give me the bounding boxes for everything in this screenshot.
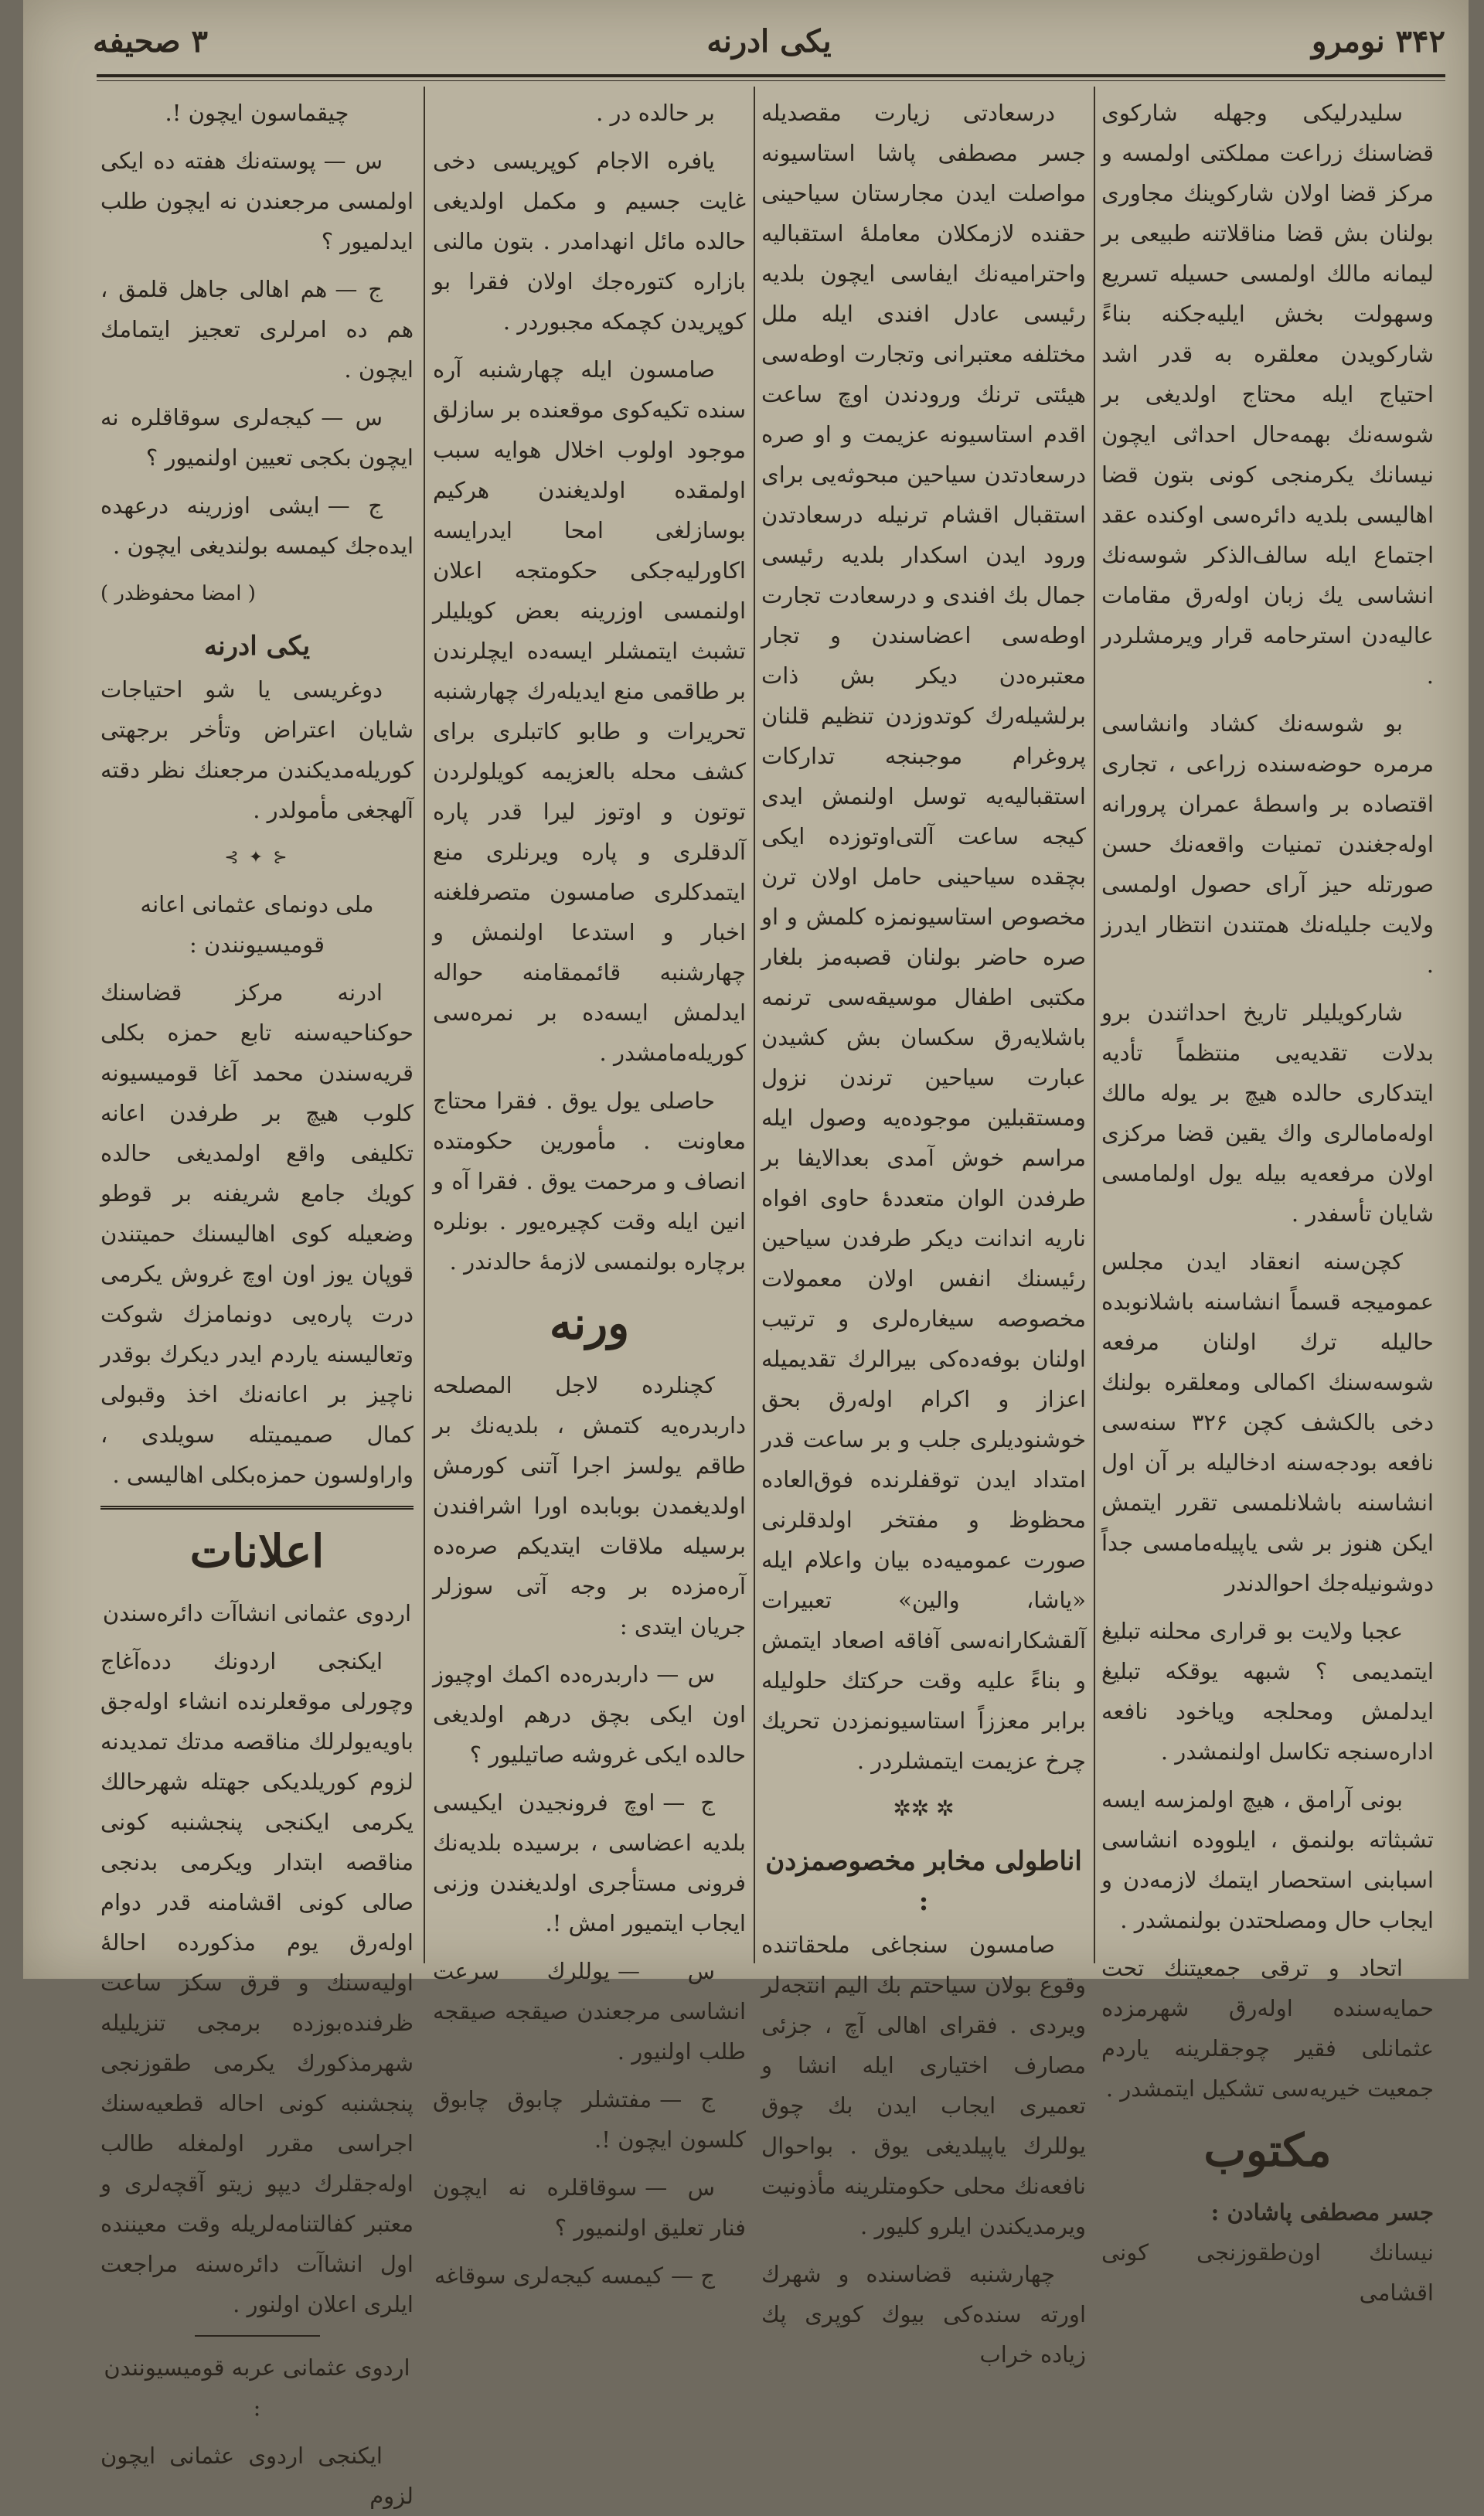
article-paragraph: بونی آرامق ، هیچ اولمزسه ایسه تشبثاته بولنمق ، ایلووده انشاسی اسبابنی استحصار ایتمك لازمه‌دن و ایجاب حال ومصلحتدن بولنمشدر .: [1101, 1786, 1434, 1933]
mektub-heading: مکتوب: [1203, 2124, 1332, 2177]
article-paragraph: کچن‌سنه انعقاد ایدن مجلس عمومیجه قسماً انشاسنه باشلانوبده حالیله ترك اولنان مرفعه شوسه‌سنك اکمالی ومعلقره بولنك دخی بالکشف کچن ۳۲۶ سنه‌سی نافعه بودجه‌سنه ادخالیله بر آن اول انشاسنه باشلانلمسی تقرر ایتمش ایکن هنوز بر شی یاپیله‌مامسی جداً دوشونیله‌جك احوالدندر: [1101, 1248, 1434, 1596]
section-rule: [100, 1506, 414, 1510]
column-divider: [424, 87, 425, 1963]
ad-source: اردوی عثمانی عربه قومیسیونندن :: [104, 2354, 410, 2421]
article-paragraph: چهارشنبه قضاسنده و شهرك اورته سنده‌کی بیوك کوپری پك زیاده خراب: [761, 2261, 1086, 2368]
qa-item: ج —کیمسه کیجه‌لری سوقاغه: [434, 2262, 715, 2289]
page-number: ۳ صحیفه: [93, 23, 208, 60]
ilanat-heading: اعلانات: [189, 1525, 325, 1578]
article-paragraph: صامسون سنجاغی ملحقاتنده وقوع بولان سیاحتم بك الیم انتجه‌لر ویردی . فقرای اهالی آچ ، جزئی مصارف اختیاری ایله انشا و تعمیری ایجاب ایدن بك چوق یوللرك یاپیلدیغی یوق . بواحوال نافعه‌نك محلی حکومتلرینه مأذونیت ویرمدیکندن ایلرو کلیور .: [761, 1932, 1086, 2239]
newspaper-page: [23, 0, 1469, 2509]
qa-item: س —داربدره‌ده اکمك اوچیوز اون ایکی بچق درهم اولدیغی حالده ایکی غروشه صاتیلیور ؟: [433, 1661, 746, 1768]
mektub-line: نیسانك اون‌طقوزنجی کونی اقشامی: [1101, 2239, 1434, 2306]
qa-item: س —کیجه‌لری سوقاقلره نه ایچون بکجی تعیین اولنمیور ؟: [100, 404, 414, 471]
qa-item: ج —مفتشلر چابوق چابوق کلسون ایچون !.: [433, 2086, 746, 2153]
qa-list: [433, 1654, 746, 2296]
qa-item: ج —هم اهالی جاهل قلمق ، هم ده امرلری تعجیز ایتمامك ایچون .: [100, 276, 414, 383]
ad-body: ایکنجی اردوی عثمانی ایچون لزوم: [100, 2443, 414, 2509]
article-paragraph: ادرنه مرکز قضاسنك حوکناحیه‌سنه تابع حمزه بکلی قریه‌سندن محمد آغا قومیسیونه کلوب هیچ بر طرفدن اعانه تکلیفی واقع اولمدیغی حالده کویك جامع شریفنه بر قوطو وضعیله کوی اهالیسنك حمیتندن قوپان یوز اون اوچ غروش یکرمی درت پاره‌یی دونمامزك شوکت وتعالیسنه یاردم ایدر دیکرك بوقدر ناچیز بر اعانه‌نك اخذ وقبولی کمال صمیمیتله سویلدی ، واراولسون حمزه‌بکلی اهالیسی .: [100, 979, 414, 1488]
article-paragraph: صامسون ایله چهارشنبه آره سنده تکیه‌کوی موقعنده بر سازلق موجود اولوب اخلال هوایه سبب اولمقده اولدیغندن هرکیم بوسازلغی امحا ایدرایسه اکاورلیه‌جکی حکومتجه اعلان اولنمسی اوزرینه بعض کویلیلر تشبث ایتمشلر ایسه‌ده ایچلرندن بر طاقمی منع ایدیله‌رك چهارشنبه تحریرات و طابو کاتبلری برای کشف محله بالعزیمه کویلولردن توتون و اوتوز لیرا قدر پاره آلدقلری و پاره ویرنلری منع ایتمدکلری صامسون متصرفلغنه اخبار و استدعا اولنمش و چهارشنبه قائممقامنه حواله ایدلمش ایسه‌ده بر نمره‌سی کوریله‌مامشدر .: [433, 356, 746, 1066]
signature-note: ( امضا محفوظدر ): [100, 582, 256, 605]
mektub-place: جسر مصطفی پاشادن :: [1210, 2199, 1434, 2225]
masthead: [93, 23, 1445, 70]
article-paragraph: چیقماسون ایچون !.: [165, 100, 349, 126]
masthead-rule: [97, 74, 1445, 77]
qa-item: ج —ایشی اوزرینه درعهده ایده‌جك کیمسه بولندیغی ایچون .: [100, 492, 414, 559]
anatolia-correspondent-heading: اناطولی مخابر مخصوصمزدن :: [765, 1846, 1082, 1917]
ornament-divider: ⊰ ✦ ⊱: [224, 848, 290, 867]
committee-heading: ملی دونمای عثمانی اعانه قومیسیونندن :: [140, 891, 374, 958]
varna-heading: ورنه: [549, 1297, 630, 1350]
qa-item: س —پوسته‌نك هفته ده ایکی اولمسی مرجعندن نه ایچون طلب ایدلمیور ؟: [100, 148, 414, 254]
article-paragraph: کچنلرده لاجل المصلحه داربدره‌یه کتمش ، بلدیه‌نك بر طاقم یولسز اجرا آتنی کورمش اولدیغمدن بوبابده اورا اشرافندن برسیله ملاقات ایتدیکم صره‌ده آره‌مزده بر وجه آتی سوزلر جریان ایتدی :: [433, 1372, 746, 1639]
ad-body: ایکنجی اردونك دده‌آغاج وچورلی موقعلرنده انشاء اوله‌جق باویه‌یولرلك مناقصه مدتك تمدیدنه لزوم کوریلدیکی جهتله شهرحالك یکرمی ایکنجی پنجشنبه کونی مناقصه ابتدار ویکرمی بدنجی صالی کونی اقشامنه قدر دوام اوله‌رق یوم مذکورده احاله‌ٔ اولیه‌سنك و قرق سکز ساعت ظرفنده‌بوزده برمجی تنزیلیله شهرمذکورك یکرمی طقوزنجی پنجشنبه کونی احاله قطعیه‌سنك اجراسی مقرر اولمغله طالب اوله‌جقلرك دیپو زیتو آقچه‌لری و معتبر کفالتنامه‌لریله وقت معیننده اول انشاآت دائره‌سنه مراجعت ایلری اعلان اولنور .: [100, 1648, 414, 2317]
ad-divider: [195, 2335, 320, 2337]
qa-item: س —یوللرك سرعت انشاسی مرجعندن صیقجه صیقجه طلب اولنیور .: [433, 1958, 746, 2065]
column-1: [1101, 93, 1434, 2306]
column-divider: [754, 87, 755, 1963]
newspaper-title: یکی ادرنه: [706, 23, 832, 60]
article-paragraph: یافره الاجام کوپریسی دخی غایت جسیم و مکمل اولدیغی حالده مائل انهدامدر . بتون مالنی بازاره کتوره‌جك اولان فقرا بو کوپریدن کچمکه مجبوردر .: [433, 148, 746, 335]
column-4: [100, 93, 414, 2509]
article-paragraph: بو شوسه‌نك کشاد وانشاسی مرمره حوضه‌سنده زراعی ، تجاری اقتصاده بر واسطهٔ عمران پرورانه اوله‌جغندن تمنیات واقعه‌نك حسن صورتله حیز آرای حصول اولمسی ولایت جلیله‌نك همتندن انتظار ایدرز .: [1101, 710, 1434, 978]
article-paragraph: شارکویلیلر تاریخ احداثندن برو بدلات تقدیه‌یی منتظماً تأدیه ایتدکاری حالده هیچ بر یوله مالك اوله‌مامالری واك یقین قضا مرکزی اولان مرفعه‌یه بیله یول اولمامسی شایان تأسفدر .: [1101, 999, 1434, 1227]
qa-list: [100, 141, 414, 566]
article-paragraph: دوغریسی یا شو احتیاجات شایان اعتراض وتأخر برجهتی کوریله‌مدیکندن مرجعنك نظر دقته آلهجغی مأمولدر .: [100, 676, 414, 823]
issue-number: ۳۴۲ نومرو: [1312, 23, 1445, 60]
article-paragraph: اتحاد و ترقی جمعیتنك تحت حمایه‌سنده اوله‌رق شهرمزده عثمانلی فقیر چوجقلرینه یاردم جمعیت خیریه‌سی تشکیل ایتمشدر .: [1101, 1955, 1434, 2102]
column-2: [761, 93, 1086, 2368]
article-paragraph: بر حالده در .: [596, 100, 715, 126]
column-3: [433, 93, 746, 2289]
article-paragraph: درسعادتی زیارت مقصدیله جسر مصطفی پاشا استاسیونه مواصلت ایدن مجارستان سیاحینی حقنده لازمکلان معاملهٔ استقبالیه واحترامیه‌نك ایفاسی ایچون بلدیه رئیسی عادل افندی ایله ملل مختلفه معتبرانی وتجارت اوطه‌سی هیئتی ترنك ورودندن اوچ ساعت اقدم استاسیونه عزیمت و او صره درسعادتدن سیاحین مبحوثه‌یی برای استقبال اقشام ترنیله درسعادتدن ورود ایدن اسکدار بلدیه رئیسی جمال بك افندی و درسعادت تجارت اوطه‌سی اعضاسندن و تجار معتبره‌دن دیکر بش ذات برلشیله‌رك کوتدوزدن تنظیم قلنان پروغرام موجبنجه تدارکات استقبالیه‌یه توسل اولنمش ایدی کیجه ساعت آلتی‌اوتوزده ایکی بچقده سیاحینی حامل اولان ترن مخصوص استاسیونمزه کلمش و او صره حاضر بولنان قصبه‌مز بلغار مکتبی اطفال موسیقه‌سی ترنمه باشلایه‌رق سکسان بش کشیدن عبارت سیاحین ترندن نزول ومستقبلین موجوده‌یه وصول ایله مراسم خوش آمدی بعدالایفا بر طرفدن الوان متعددهٔ حاوی افواه ناریه اندانت دیکر طرفدن سیاحین رئیسنك انفس اولان معمولات مخصوصه سیغاره‌لری و ترتیب اولنان بوفه‌ده‌کی بیرالرك تقدیمیله اعزاز و اکرام اوله‌رق بحق خوشنودیلری جلب و بر ساعت قدر امتداد ایدن توقفلرنده فوق‌العاده محظوظ و مفتخر اولدقلرنی صورت عمومیه‌ده بیان واعلام ایله «یاشا، والین» تعبیرات آلقشکارانه‌سی آفاقه اصعاد ایتمش و بناءً علیه وقت حرکتك حلولیله برابر معززاً استاسیونمزدن تحریك چرخ عزیمت ایتمشلردر .: [761, 100, 1086, 1774]
qa-item: ج —اوچ فرونجیدن ایکیسی بلدیه اعضاسی ، برسیده بلدیه‌نك فرونی مستأجری اولدیغندن وزنی ایجاب ایتمیور امش !.: [433, 1789, 746, 1936]
qa-item: س —سوقاقلره نه ایچون فنار تعلیق اولنمیور ؟: [433, 2174, 746, 2241]
masthead-rule-thin: [97, 80, 1445, 81]
yeni-edirne-heading: یکی ادرنه: [203, 631, 311, 662]
ad-source: اردوی عثمانی انشاآت دائره‌سندن: [102, 1600, 412, 1626]
column-divider: [1094, 87, 1095, 1963]
article-paragraph: عجبا ولایت بو قراری محلنه تبلیغ ایتمدیمی ؟ شبهه یوقکه تبلیغ ایدلمش ومحلجه ویاخود نافعه اداره‌سنجه تکاسل اولنمشدر .: [1101, 1618, 1434, 1765]
article-paragraph: سلیدرلیکی وجهله شارکوی قضاسنك زراعت مملکتی اولمسه و مرکز قضا اولان شارکوینك مجاوری بولنان بش قضا مناقلاتنه طبیعی بر لیمانه مالك اولمسی حسیله تسریع وسهولت بخش ایلیه‌جکنه بناءً شارکویدن معلقره به قدر اشد احتیاج ایله محتاج اولدیغی بر شوسه‌نك بهمه‌حال احداثی ایچون نیسانك یکرمنجی کونی بتون قضا اهالیسی بلدیه دائره‌سی اوکنده عقد اجتماع ایله سالف‌الذکر شوسه‌نك انشاسی یك زبان اوله‌رق مقامات عالیه‌دن استرحامه قرار ویرمشلردر .: [1101, 100, 1434, 689]
article-paragraph: حاصلی یول یوق . فقرا محتاج معاونت . مأمورین حکومتده انصاف و مرحمت یوق . فقرا آه و انین ایله وقت کچیره‌یور . بونلره برچاره بولنمسی لازمهٔ حالدندر .: [433, 1088, 746, 1275]
section-stars: ✲ ✲✲: [893, 1796, 955, 1821]
